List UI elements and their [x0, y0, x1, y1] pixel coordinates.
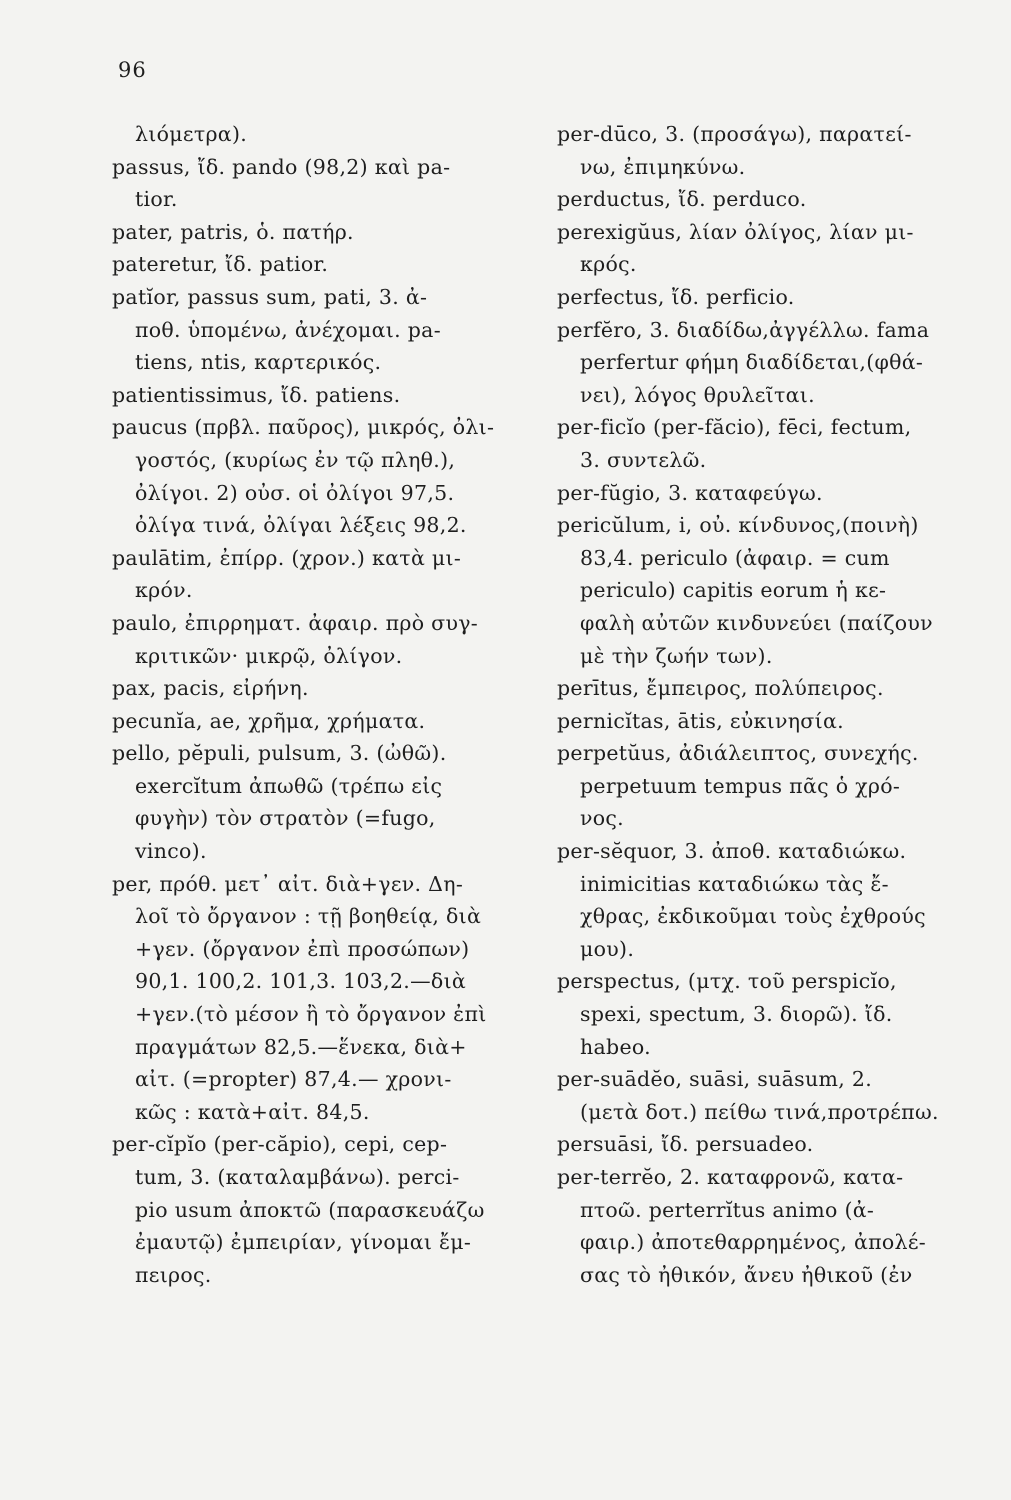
text-line: pio usum ἀποκτῶ (παρασκευάζω — [135, 1197, 485, 1222]
text-line: σας τὸ ἠθικόν, ἄνευ ἠθικοῦ (ἐν — [580, 1262, 913, 1287]
text-line: pecunĭa, ae, χρῆμα, χρήματα. — [112, 708, 426, 733]
text-line: πραγμάτων 82,5.—ἕνεκα, διὰ+ — [135, 1034, 467, 1059]
text-line: νω, ἐπιμηκύνω. — [580, 154, 746, 179]
text-line: perpetŭus, ἀδιάλειπτος, συνεχής. — [557, 741, 919, 766]
text-line: passus, ἴδ. pando (98,2) καὶ pa- — [112, 154, 451, 179]
text-line: μου). — [580, 936, 635, 961]
text-line: pax, pacis, εἰρήνη. — [112, 676, 309, 701]
text-line: per-cĭpĭo (per-căpio), cepi, cep- — [112, 1132, 448, 1157]
text-line: paucus (πρβλ. παῦρος), μικρός, ὀλι- — [112, 415, 495, 440]
text-line: ὀλίγα τινά, ὀλίγαι λέξεις 98,2. — [135, 513, 467, 538]
text-line: (μετὰ δοτ.) πείθω τινά,προτρέπω. — [580, 1099, 939, 1124]
text-line: per-ficĭo (per-făcio), fēci, fectum, — [557, 415, 912, 440]
text-line: per-sĕquor, 3. ἀποθ. καταδιώκω. — [557, 839, 907, 864]
text-line: per-dūco, 3. (προσάγω), παρατεί- — [557, 122, 912, 146]
text-line: φαλὴ αὐτῶν κινδυνεύει (παίζουν — [580, 610, 933, 635]
text-line: vinco). — [135, 839, 207, 864]
text-line: per, πρόθ. μετ᾽ αἰτ. διὰ+γεν. Δη- — [112, 871, 464, 896]
text-line: per-fŭgio, 3. καταφεύγω. — [557, 480, 823, 505]
text-line: φαιρ.) ἀποτεθαρρημένος, ἀπολέ- — [580, 1230, 926, 1255]
text-line: spexi, spectum, 3. διορῶ). ἴδ. — [580, 1002, 893, 1027]
text-line: perfectus, ἴδ. perficio. — [557, 284, 795, 309]
text-line: tiens, ntis, καρτερικός. — [135, 350, 382, 375]
text-line: exercĭtum ἀπωθῶ (τρέπω εἰς — [135, 773, 443, 798]
text-line: λιόμετρα). — [135, 122, 248, 146]
text-line: perpetuum tempus πᾶς ὁ χρό- — [580, 773, 901, 798]
text-line: πτοῶ. perterrĭtus animo (ἀ- — [580, 1197, 875, 1222]
text-line: pernicĭtas, ātis, εὐκινησία. — [557, 708, 844, 733]
text-line: habeo. — [580, 1034, 651, 1059]
text-line: per-terrĕo, 2. καταφρονῶ, κατα- — [557, 1165, 904, 1189]
text-line: γοστός, (κυρίως ἐν τῷ πληθ.), — [135, 447, 456, 472]
text-line: κρός. — [580, 252, 637, 277]
text-line: perītus, ἔμπειρος, πολύπειρος. — [557, 676, 884, 701]
text-line: patientissimus, ἴδ. patiens. — [112, 382, 401, 407]
text-line: tior. — [135, 187, 178, 212]
text-line: νος. — [580, 806, 625, 831]
text-line: pateretur, ἴδ. patior. — [112, 252, 329, 277]
text-line: tum, 3. (καταλαμβάνω). perci- — [135, 1165, 460, 1189]
text-line: ὀλίγοι. 2) οὐσ. οἱ ὀλίγοι 97,5. — [135, 480, 455, 505]
text-line: +γεν. (ὄργανον ἐπὶ προσώπων) — [135, 936, 470, 961]
text-line: pericŭlum, i, οὐ. κίνδυνος,(ποινὴ) — [557, 513, 919, 538]
right-column — [557, 118, 989, 1291]
text-line: ποθ. ὑπομένω, ἀνέχομαι. pa- — [135, 317, 441, 342]
text-line: χθρας, ἐκδικοῦμαι τοὺς ἐχθρούς — [580, 904, 926, 929]
text-line: λοῖ τὸ ὄργανον : τῇ βοηθείᾳ, διὰ — [135, 904, 482, 929]
text-line: perfĕro, 3. διαδίδω,ἀγγέλλω. fama — [557, 317, 930, 342]
text-line: πειρος. — [135, 1262, 212, 1287]
text-line: κῶς : κατὰ+αἰτ. 84,5. — [135, 1099, 370, 1124]
text-line: pello, pĕpuli, pulsum, 3. (ὠθῶ). — [112, 741, 447, 766]
text-line: αἰτ. (=propter) 87,4.— χρονι- — [135, 1067, 452, 1092]
text-line: κρόν. — [135, 578, 193, 603]
text-line: perductus, ἴδ. perduco. — [557, 187, 807, 212]
text-line: 90,1. 100,2. 101,3. 103,2.—διὰ — [135, 969, 467, 994]
text-line: patĭor, passus sum, pati, 3. ἀ- — [112, 284, 428, 309]
text-line: perexigŭus, λίαν ὀλίγος, λίαν μι- — [557, 219, 914, 244]
text-line: ἐμαυτῷ) ἐμπειρίαν, γίνομαι ἔμ- — [135, 1230, 472, 1255]
text-line: νει), λόγος θρυλεῖται. — [580, 382, 815, 407]
text-line: 83,4. periculo (ἀφαιρ. = cum — [580, 545, 890, 570]
text-line: 3. συντελῶ. — [580, 447, 707, 472]
text-line: φυγὴν) τὸν στρατὸν (=fugo, — [135, 806, 436, 831]
text-line: periculo) capitis eorum ἡ κε- — [580, 578, 887, 603]
text-line: μὲ τὴν ζωήν των). — [580, 643, 773, 668]
text-line: κριτικῶν· μικρῷ, ὀλίγον. — [135, 643, 403, 668]
text-line: inimicitias καταδιώκω τὰς ἔ- — [580, 871, 889, 896]
text-line: perspectus, (μτχ. τοῦ perspicĭo, — [557, 969, 897, 994]
text-line: paulo, ἐπιρρηματ. ἀφαιρ. πρὸ συγ- — [112, 610, 478, 635]
text-line: +γεν.(τὸ μέσον ἢ τὸ ὄργανον ἐπὶ — [135, 1002, 487, 1027]
text-line: persuāsi, ἴδ. persuadeo. — [557, 1132, 814, 1157]
page-number: 96 — [118, 58, 147, 82]
left-column — [112, 118, 544, 1291]
text-line: per-suādĕo, suāsi, suāsum, 2. — [557, 1067, 873, 1092]
text-line: pater, patris, ὁ. πατήρ. — [112, 219, 354, 244]
text-line: paulātim, ἐπίρρ. (χρον.) κατὰ μι- — [112, 545, 462, 570]
text-line: perfertur φήμη διαδίδεται,(φθά- — [580, 350, 924, 375]
